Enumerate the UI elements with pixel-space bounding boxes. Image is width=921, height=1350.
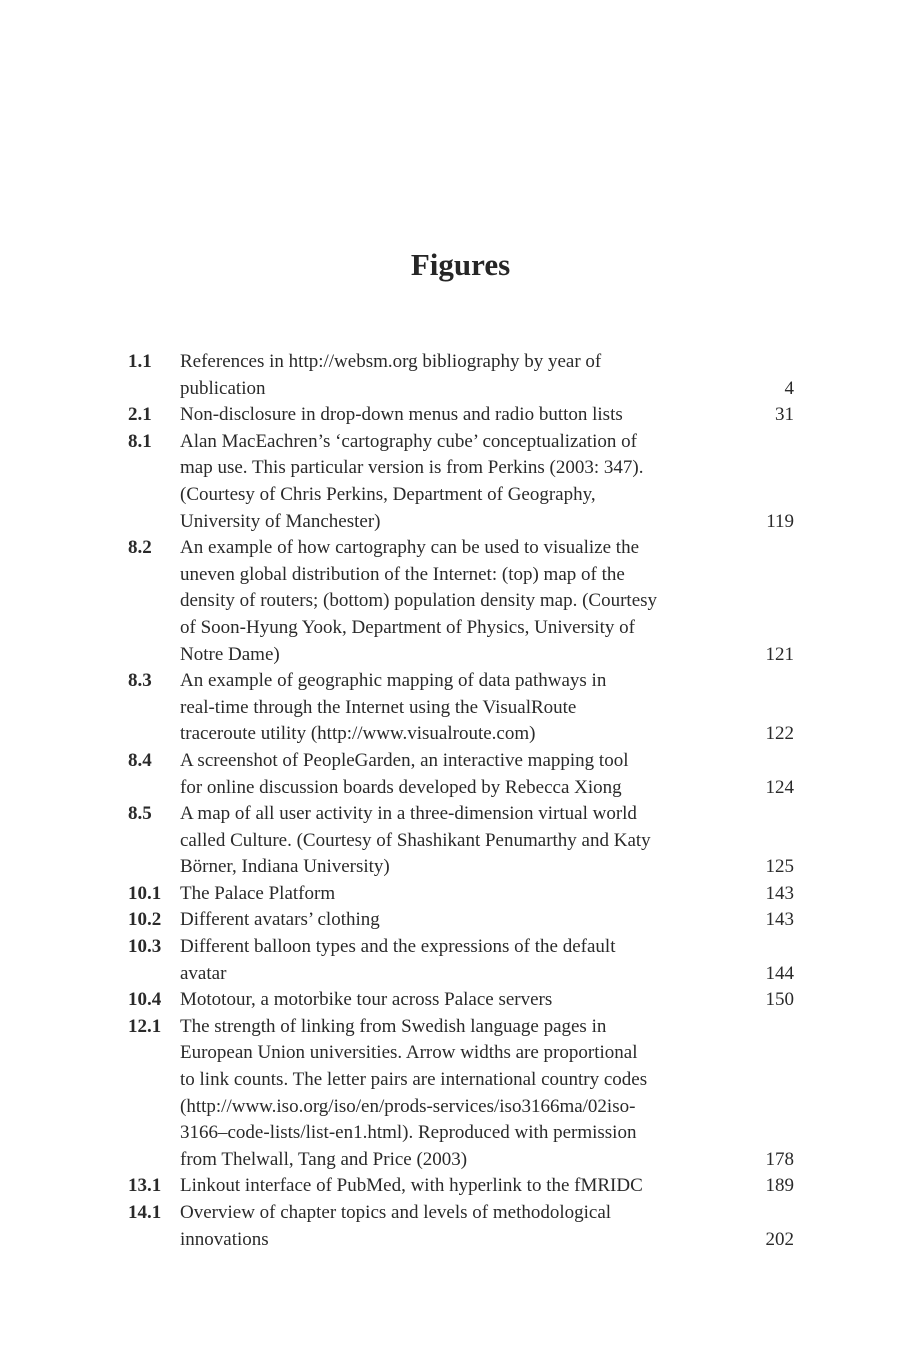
- figure-caption-line: uneven global distribution of the Internet: (top) map of the: [180, 563, 625, 585]
- figure-number: 8.3: [128, 670, 152, 692]
- figure-entry: [128, 801, 794, 881]
- figure-caption-line: Linkout interface of PubMed, with hyperlink to the fMRIDC: [180, 1175, 643, 1197]
- figure-number: 8.5: [128, 803, 152, 825]
- figure-number: 14.1: [128, 1202, 162, 1223]
- figure-caption-line: 3166–code-lists/list-en1.html). Reproduced with permission: [180, 1122, 637, 1144]
- figure-page-number: 202: [765, 1228, 794, 1250]
- figure-caption: [180, 1014, 710, 1174]
- figure-caption: [180, 934, 710, 987]
- figure-entry: [128, 748, 794, 801]
- figure-page-number: 125: [765, 856, 794, 878]
- figure-caption-line: Notre Dame): [180, 643, 280, 665]
- figure-caption-line: Alan MacEachren’s ‘cartography cube’ conceptualization of: [180, 430, 638, 452]
- figure-entry: [128, 1173, 794, 1200]
- figure-caption-line: traceroute utility (http://www.visualroute.com): [180, 723, 536, 745]
- figure-number: 8.1: [128, 430, 152, 452]
- figure-number: 8.2: [128, 537, 152, 559]
- figure-entry: [128, 429, 794, 535]
- figure-caption-line: real-time through the Internet using the VisualRoute: [180, 696, 577, 718]
- figure-caption-line: Börner, Indiana University): [180, 856, 390, 878]
- figure-caption: [180, 1200, 710, 1253]
- figure-caption-line: Different balloon types and the expressions of the default: [180, 936, 616, 958]
- figure-caption: [180, 349, 710, 402]
- figure-caption-line: of Soon-Hyung Yook, Department of Physics, University of: [180, 616, 635, 638]
- figure-entry: [128, 881, 794, 908]
- figure-caption-line: Non-disclosure in drop-down menus and radio button lists: [180, 404, 623, 426]
- figure-number: 10.2: [128, 909, 162, 931]
- figure-caption-line: avatar: [180, 962, 227, 984]
- figure-page-number: 119: [766, 510, 794, 532]
- figure-caption: [180, 881, 710, 908]
- figure-page-number: 150: [765, 989, 794, 1011]
- figure-number: 10.4: [128, 989, 162, 1011]
- figure-number: 12.1: [128, 1015, 162, 1037]
- figure-caption: [180, 402, 710, 429]
- figure-caption: [180, 907, 710, 934]
- figure-entry: [128, 535, 794, 668]
- figure-page-number: 122: [765, 723, 794, 745]
- figure-caption-line: to link counts. The letter pairs are international country codes: [180, 1069, 648, 1091]
- figure-caption-line: map use. This particular version is from Perkins (2003: 347).: [180, 457, 644, 479]
- figure-entry: [128, 1200, 794, 1253]
- figure-caption-line: References in http://websm.org bibliography by year of: [180, 351, 602, 372]
- figure-caption-line: density of routers; (bottom) population density map. (Courtesy: [180, 590, 658, 612]
- figure-number: 10.1: [128, 882, 162, 904]
- figure-page-number: 31: [775, 404, 794, 426]
- figure-page-number: 124: [765, 776, 794, 798]
- figure-caption-line: innovations: [180, 1228, 269, 1250]
- figure-page-number: 143: [765, 882, 794, 904]
- figure-number: 13.1: [128, 1175, 162, 1197]
- page-title: Figures: [410, 247, 511, 282]
- figure-caption: [180, 429, 710, 535]
- figure-caption-line: Overview of chapter topics and levels of methodological: [180, 1202, 612, 1223]
- figure-entry: [128, 402, 794, 429]
- figure-caption-line: for online discussion boards developed by Rebecca Xiong: [180, 776, 622, 798]
- figure-entry: [128, 934, 794, 987]
- figure-number: 8.4: [128, 749, 152, 771]
- figure-caption-line: A map of all user activity in a three-dimension virtual world: [180, 803, 637, 825]
- figure-caption: [180, 668, 710, 748]
- figure-caption-line: publication: [180, 377, 266, 399]
- figure-entry: [128, 1014, 794, 1174]
- figure-caption-line: (http://www.iso.org/iso/en/prods-services/iso3166ma/02iso-: [180, 1095, 636, 1117]
- figure-page-number: 121: [765, 643, 794, 665]
- figure-page-number: 189: [765, 1175, 794, 1197]
- figure-caption-line: Different avatars’ clothing: [180, 909, 380, 931]
- figure-caption: [180, 987, 710, 1014]
- figure-page-number: 143: [765, 909, 794, 931]
- figure-entry: [128, 987, 794, 1014]
- figure-caption-line: University of Manchester): [180, 510, 381, 532]
- figure-caption-line: An example of how cartography can be used to visualize the: [180, 537, 640, 559]
- figure-caption-line: (Courtesy of Chris Perkins, Department of Geography,: [180, 483, 596, 505]
- figure-caption: [180, 748, 710, 801]
- figure-caption-line: The strength of linking from Swedish language pages in: [180, 1015, 607, 1037]
- figure-number: 10.3: [128, 936, 162, 958]
- figure-page-number: 4: [784, 377, 794, 399]
- figure-caption: [180, 801, 710, 881]
- figure-list: [128, 349, 794, 1253]
- figure-caption: [180, 535, 710, 668]
- figure-entry: [128, 349, 794, 402]
- figure-caption-line: called Culture. (Courtesy of Shashikant Penumarthy and Katy: [180, 829, 651, 851]
- figure-number: 2.1: [128, 404, 152, 426]
- figure-caption-line: Mototour, a motorbike tour across Palace servers: [180, 989, 553, 1011]
- figure-caption: [180, 1173, 710, 1200]
- figure-number: 1.1: [128, 351, 152, 372]
- figure-caption-line: A screenshot of PeopleGarden, an interactive mapping tool: [180, 749, 629, 771]
- figure-caption-line: European Union universities. Arrow widths are proportional: [180, 1042, 638, 1064]
- figure-caption-line: The Palace Platform: [180, 882, 336, 904]
- figure-entry: [128, 668, 794, 748]
- figure-caption-line: An example of geographic mapping of data pathways in: [180, 670, 607, 692]
- figure-page-number: 144: [765, 962, 794, 984]
- figure-page-number: 178: [765, 1148, 794, 1170]
- figure-caption-line: from Thelwall, Tang and Price (2003): [180, 1148, 468, 1170]
- figure-entry: [128, 907, 794, 934]
